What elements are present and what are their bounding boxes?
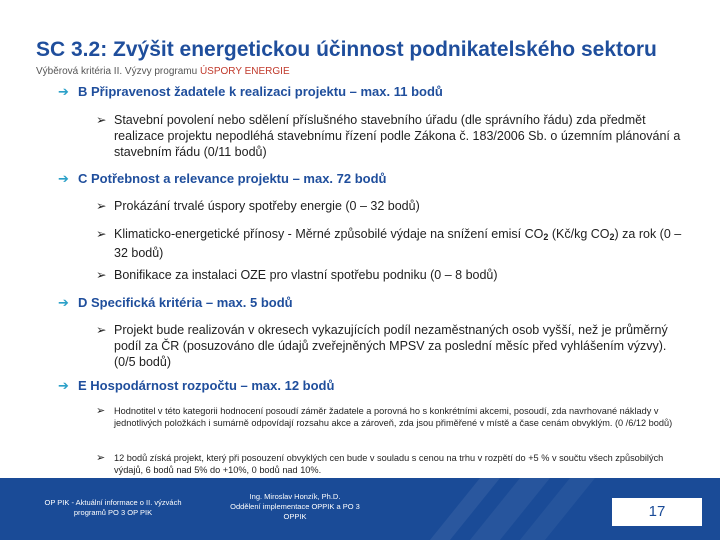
arrowhead-bullet-icon: ➢ xyxy=(96,268,107,282)
footer-left-text xyxy=(28,498,198,518)
section-e-heading-text: E Hospodárnost rozpočtu – max. 12 bodů xyxy=(78,378,335,393)
subtitle-prefix: Výběrová kritéria II. Výzvy programu xyxy=(36,66,200,77)
co2-text-part3: ) za rok (0 – 32 bodů) xyxy=(114,227,682,260)
section-b-heading-text: B Připravenost žadatele k realizaci projektu – max. 11 bodů xyxy=(78,84,443,99)
section-c-heading xyxy=(58,171,698,187)
bullet-text: 12 bodů získá projekt, který při posouzení obvyklých cen bude v souladu s cenou na trhu v rozpětí do +5 % v součtu všech způsobilých výdajů, 6 bodů nad 5% do +10%, 0 bodů nad 10%. xyxy=(114,453,664,475)
bullet-text: Stavební povolení nebo sdělení příslušného stavebního úřadu (dle správního řádu) zda předmět realizace projektu nepodléhá stavebnímu řízení podle Zákona č. 183/2006 Sb. o územním plánování a stavebním řádu (0/11 bodů) xyxy=(114,113,681,159)
arrowhead-bullet-icon: ➢ xyxy=(96,405,106,417)
arrowhead-bullet-icon: ➢ xyxy=(96,113,107,127)
arrow-right-icon: ➔ xyxy=(58,295,69,310)
section-c-heading-text: C Potřebnost a relevance projektu – max. 72 bodů xyxy=(78,171,387,186)
arrow-right-icon: ➔ xyxy=(58,378,69,393)
arrow-right-icon: ➔ xyxy=(58,84,69,99)
bullet-text-co2 xyxy=(114,226,686,261)
arrowhead-bullet-icon: ➢ xyxy=(96,452,106,464)
arrowhead-bullet-icon: ➢ xyxy=(96,227,107,241)
arrowhead-bullet-icon: ➢ xyxy=(96,199,107,213)
section-c-bullet-3 xyxy=(96,267,686,283)
co2-subscript-2: 2 xyxy=(609,232,615,242)
co2-text-part2: (Kč/kg CO xyxy=(548,227,610,241)
page-title: SC 3.2: Zvýšit energetickou účinnost podnikatelského sektoru xyxy=(36,38,657,61)
page-subtitle xyxy=(36,66,290,77)
bullet-text: Hodnotitel v této kategorii hodnocení posoudí záměr žadatele a porovná ho s konkrétními akcemi, posoudí, zda navrhované náklady v jednotlivých položkách i sumárně odpovídají rozsahu akce a zároveň, zda jsou přiměřené v místě a čase cenám obvyklým. (0 /6/12 bodů) xyxy=(114,406,673,428)
section-c-bullet-2 xyxy=(96,226,686,261)
bullet-text: Bonifikace za instalaci OZE pro vlastní spotřebu podniku (0 – 8 bodů) xyxy=(114,268,498,282)
co2-text-part1: Klimaticko-energetické přínosy - Měrné způsobilé výdaje na snížení emisí CO xyxy=(114,227,544,241)
footer-bar xyxy=(0,478,720,540)
arrow-right-icon: ➔ xyxy=(58,171,69,186)
arrowhead-bullet-icon: ➢ xyxy=(96,323,107,337)
footer-department: Oddělení implementace OPPIK a PO 3 xyxy=(230,502,360,511)
section-d-heading-text: D Specifická kritéria – max. 5 bodů xyxy=(78,295,293,310)
footer-decoration xyxy=(420,478,600,540)
section-c-bullet-1 xyxy=(96,198,686,214)
section-d-heading xyxy=(58,295,698,311)
page-number: 17 xyxy=(612,498,702,526)
co2-subscript-1: 2 xyxy=(543,232,549,242)
section-b-heading xyxy=(58,84,698,100)
footer-author: Ing. Miroslav Honzík, Ph.D. xyxy=(249,492,341,501)
footer-program: OPPIK xyxy=(283,512,307,521)
subtitle-highlight: ÚSPORY ENERGIE xyxy=(199,66,290,77)
footer-left-line-2: programů PO 3 OP PIK xyxy=(73,508,153,517)
section-d-bullet-1 xyxy=(96,322,686,370)
bullet-text: Projekt bude realizován v okresech vykazujících podíl nezaměstnaných osob vyšší, než je průměrný podíl za ČR (posuzováno dle údajů zveřejněných MPSV za poslední měsíc před vyhlášením výzvy). (0/5 bodů) xyxy=(114,323,668,369)
section-e-bullet-2 xyxy=(96,453,686,476)
section-e-bullet-1 xyxy=(96,406,686,429)
footer-left-line-1: OP PIK - Aktuální informace o II. výzvách xyxy=(44,498,182,507)
footer-center-text xyxy=(210,492,380,522)
section-e-heading xyxy=(58,378,698,394)
section-b-bullet-1 xyxy=(96,112,686,160)
bullet-text: Prokázání trvalé úspory spotřeby energie (0 – 32 bodů) xyxy=(114,199,420,213)
